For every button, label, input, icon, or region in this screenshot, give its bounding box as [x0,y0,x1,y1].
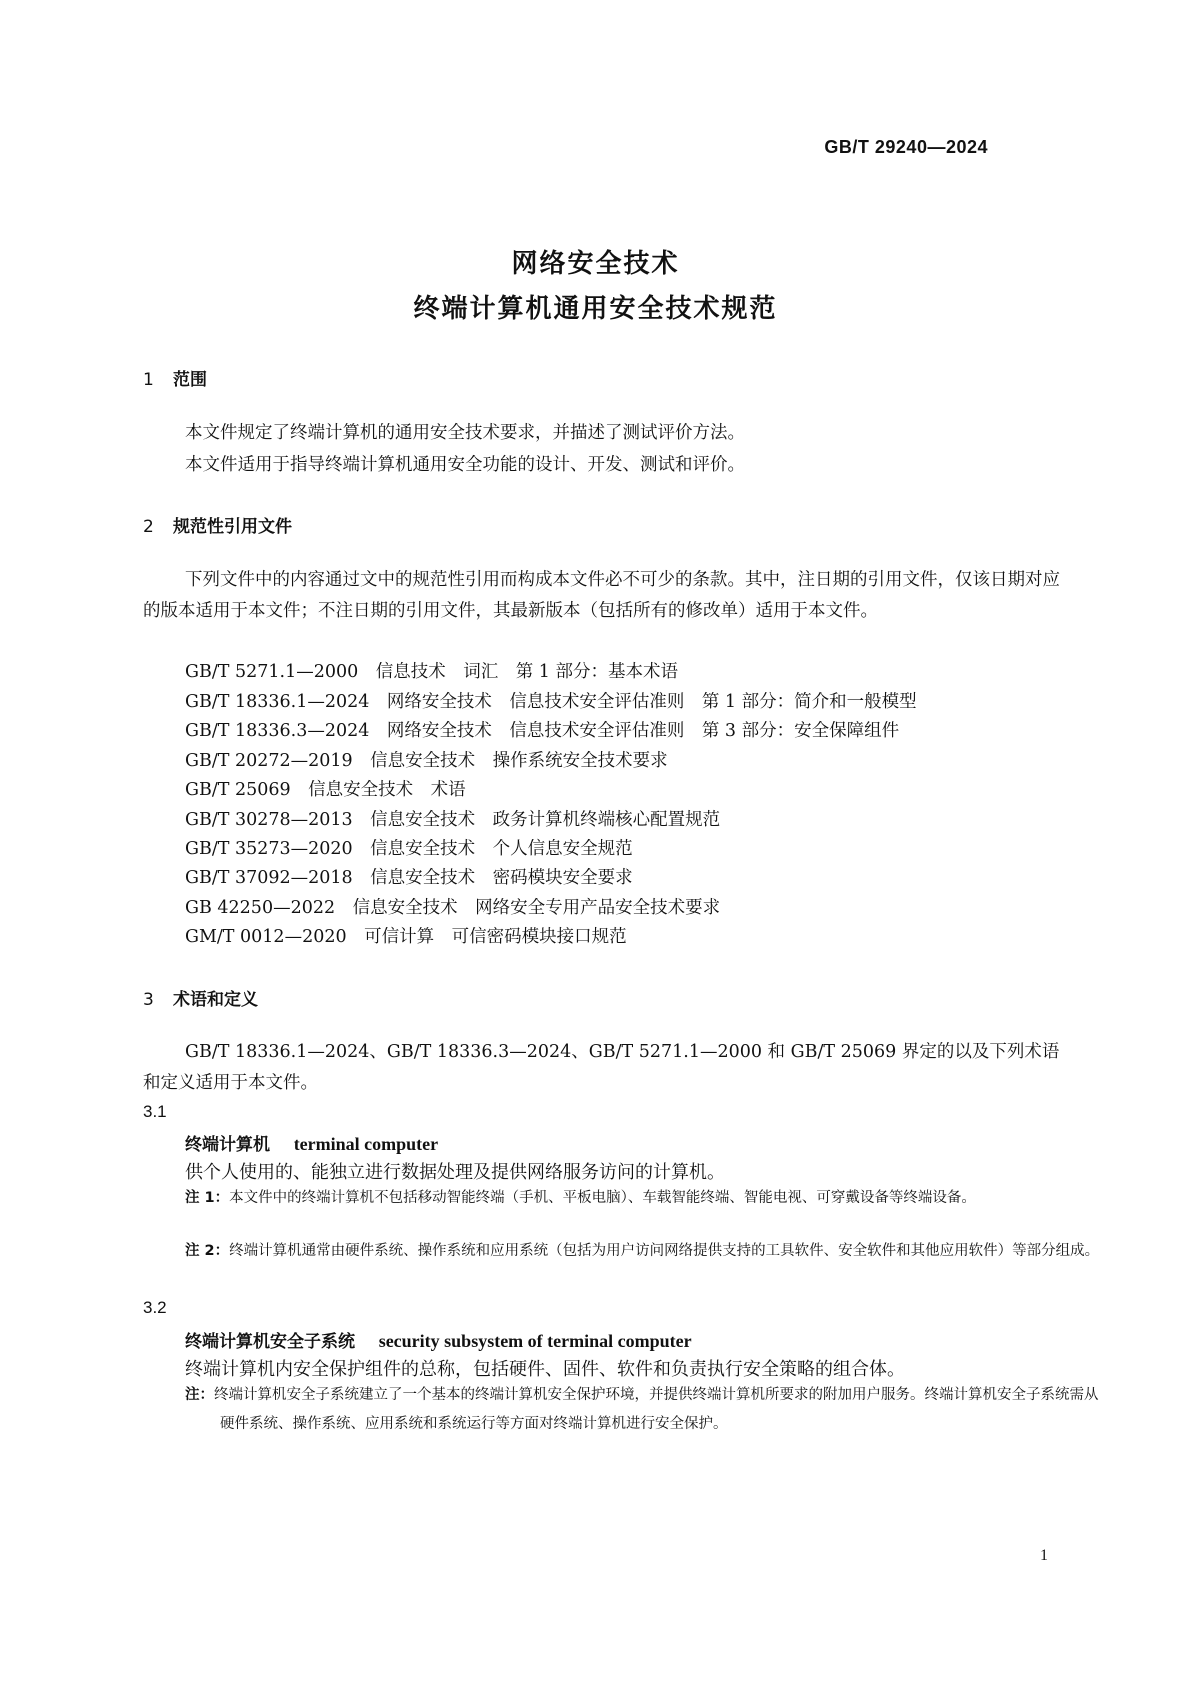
paragraph: 本文件适用于指导终端计算机通用安全功能的设计、开发、测试和评价。 [185,455,745,475]
term-clause-number: 3.1 [143,1102,167,1121]
note-label: 注： [185,1387,214,1403]
section-number: 2 [143,517,154,537]
term-zh: 终端计算机安全子系统 [185,1332,355,1352]
section-title: 范围 [173,370,207,390]
note-text: 终端计算机通常由硬件系统、操作系统和应用系统（包括为用户访问网络提供支持的工具软件、安全软件和其他应用软件）等部分组成。 [229,1243,1100,1259]
title-line-2: 终端计算机通用安全技术规范 [413,294,778,324]
term-note [185,1184,1100,1213]
title-line-1: 网络安全技术 [511,249,680,279]
paragraph: 下列文件中的内容通过文中的规范性引用而构成本文件必不可少的条款。其中，注日期的引用文件，仅该日期对应的版本适用于本文件；不注日期的引用文件，其最新版本（包括所有的修改单）适用于本文件。 [143,570,1060,621]
note-text: 终端计算机安全子系统建立了一个基本的终端计算机安全保护环境，并提供终端计算机所要求的附加用户服务。终端计算机安全子系统需从硬件系统、操作系统、应用系统和系统运行等方面对终端计算机进行安全保护。 [214,1387,1099,1432]
section-number: 3 [143,990,154,1010]
reference-item: GB/T 30278—2013 信息安全技术 政务计算机终端核心配置规范 [185,810,721,830]
term-definition: 供个人使用的、能独立进行数据处理及提供网络服务访问的计算机。 [185,1162,725,1183]
section-number: 1 [143,370,154,390]
term-en: security subsystem of terminal computer [378,1331,692,1351]
standard-code: GB/T 29240—2024 [824,137,988,157]
term-note [185,1237,1100,1266]
term-zh: 终端计算机 [185,1135,270,1155]
reference-item: GB/T 35273—2020 信息安全技术 个人信息安全规范 [185,839,633,859]
note-text: 本文件中的终端计算机不包括移动智能终端（手机、平板电脑）、车载智能终端、智能电视、可穿戴设备等终端设备。 [229,1190,976,1206]
term-en: terminal computer [293,1134,439,1154]
reference-item: GB/T 18336.3—2024 网络安全技术 信息技术安全评估准则 第 3 部分：安全保障组件 [185,721,900,741]
term-definition: 终端计算机内安全保护组件的总称，包括硬件、固件、软件和负责执行安全策略的组合体。 [185,1359,905,1380]
reference-item: GM/T 0012—2020 可信计算 可信密码模块接口规范 [185,927,627,947]
reference-item: GB/T 5271.1—2000 信息技术 词汇 第 1 部分：基本术语 [185,662,678,682]
section-title: 术语和定义 [173,990,258,1010]
term-note [185,1381,1100,1439]
term-clause-number: 3.2 [143,1298,167,1317]
reference-item: GB/T 37092—2018 信息安全技术 密码模块安全要求 [185,868,633,888]
paragraph: 本文件规定了终端计算机的通用安全技术要求，并描述了测试评价方法。 [185,423,745,443]
section-3-heading [143,985,258,1010]
reference-item: GB/T 20272—2019 信息安全技术 操作系统安全技术要求 [185,751,668,771]
note-label: 注 2： [185,1243,230,1259]
section-2-heading [143,512,292,537]
reference-item: GB/T 25069 信息安全技术 术语 [185,780,466,800]
paragraph: GB/T 18336.1—2024、GB/T 18336.3—2024、GB/T 5271.1—2000 和 GB/T 25069 界定的以及下列术语和定义适用于本文件。 [143,1042,1060,1093]
term-heading [185,1327,692,1352]
section-title: 规范性引用文件 [173,517,292,537]
reference-item: GB/T 18336.1—2024 网络安全技术 信息技术安全评估准则 第 1 部分：简介和一般模型 [185,692,917,712]
note-label: 注 1： [185,1190,230,1206]
page-number: 1 [1040,1547,1048,1564]
term-heading [185,1130,438,1155]
reference-item: GB 42250—2022 信息安全技术 网络安全专用产品安全技术要求 [185,898,721,918]
section-1-heading [143,365,207,390]
